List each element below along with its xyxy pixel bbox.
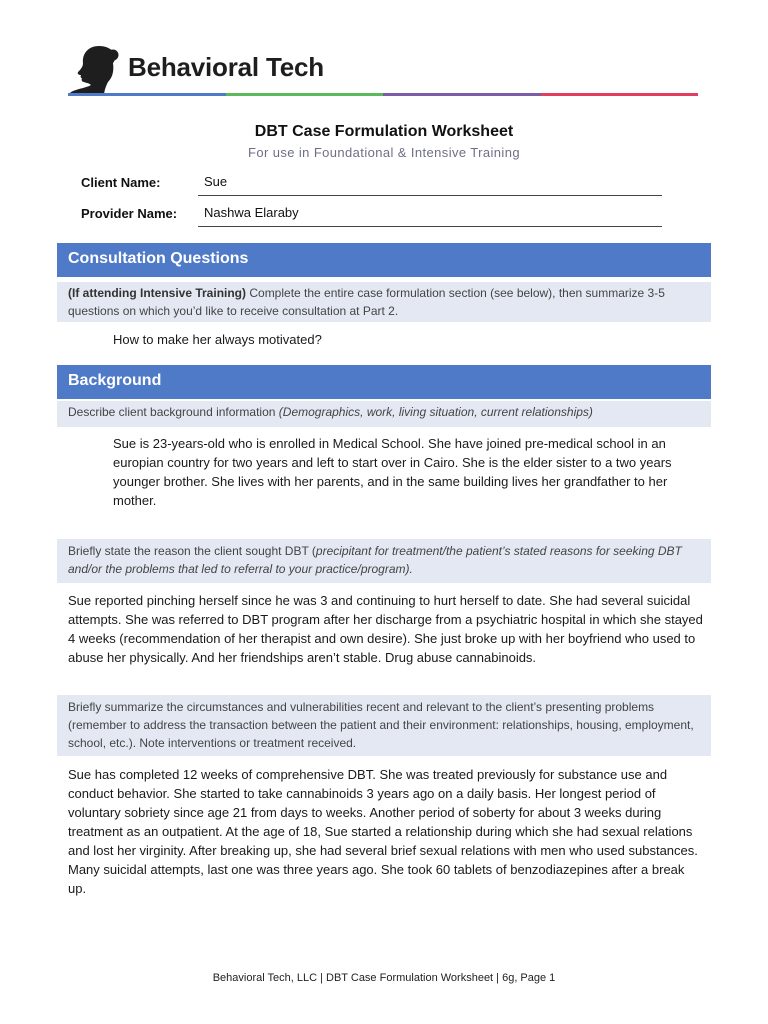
brand-name: Behavioral Tech	[128, 52, 324, 82]
consultation-section-heading: Consultation Questions	[57, 243, 711, 277]
background-prompt-1	[57, 401, 711, 427]
consultation-answer[interactable]: How to make her always motivated?	[113, 332, 322, 347]
client-name-label: Client Name:	[81, 175, 161, 190]
background-answer-2[interactable]: Sue reported pinching herself since he was 3 and continuing to hurt herself to date. She had several suicidal attempts. She was referred to DBT program after her discharge from a psychiatric hospital in which she stayed 4 weeks (recommendation of her therapist and own desire). She just broke up with her boyfriend who used to abuse her physically. And her friendships aren’t stable. Drug abuse cannabinoids.	[68, 593, 703, 665]
background-prompt-2-italic: precipitant for treatment/the patient’s stated reasons for seeking DBT and/or the problems that led to referral to your practice/program).	[68, 544, 682, 576]
rule-segment-blue	[68, 93, 226, 96]
background-prompt-2-text: Briefly state the reason the client sought DBT (	[68, 544, 316, 558]
behavioral-tech-logo-icon	[66, 44, 126, 96]
page-subtitle: For use in Foundational & Intensive Training	[248, 145, 520, 160]
background-answer-3[interactable]: Sue has completed 12 weeks of comprehensive DBT. She was treated previously for substance use and conduct behavior. She started to take cannabinoids 3 years ago on a daily basis. Her longest period of voluntary sobriety since age 21 from days to weeks. Another period of soberty for about 3 weeks during treatment as an outpatient. At the age of 18, Sue started a relationship during which she had sexual relations and lost her virginity. After breaking up, she had several brief sexual relations with men who used substances. Many suicidal attempts, last one was three years ago. She took 60 tablets of benzodiazepines after a break up.	[68, 767, 698, 896]
page-title: DBT Case Formulation Worksheet	[254, 123, 514, 140]
background-prompt-1-italic: (Demographics, work, living situation, current relationships)	[278, 405, 593, 419]
header-color-rule	[68, 93, 698, 96]
background-prompt-1-text: Describe client background information	[68, 405, 279, 419]
consultation-prompt-text: Complete the entire case formulation section (see below), then summarize 3-5 questions on which you’d like to receive consultation at Part 2.	[68, 286, 665, 318]
background-prompt-2	[57, 539, 711, 583]
background-answer-1[interactable]: Sue is 23-years-old who is enrolled in Medical School. She have joined pre-medical school in an europian country for two years and left to start over in Cairo. She is the elder sister to a two years younger brother. She lives with her parents, and in the same building lives her grandfather to her mother.	[113, 436, 672, 508]
provider-name-label: Provider Name:	[81, 206, 178, 221]
consultation-prompt-bold: (If attending Intensive Training)	[68, 286, 247, 300]
background-prompt-3: Briefly summarize the circumstances and vulnerabilities recent and relevant to the client’s presenting problems (remember to address the transaction between the patient and their environment: relationships, housing, employment, school, etc.). Note interventions or treatment received.	[57, 695, 711, 756]
rule-segment-green	[226, 93, 384, 96]
client-name-field[interactable]: Sue	[198, 174, 662, 196]
background-section-heading: Background	[57, 365, 711, 399]
rule-segment-red	[541, 93, 699, 96]
rule-segment-purple	[383, 93, 541, 96]
page-footer: Behavioral Tech, LLC | DBT Case Formulation Worksheet | 6g, Page 1	[212, 972, 556, 984]
consultation-prompt	[57, 282, 711, 322]
provider-name-field[interactable]: Nashwa Elaraby	[198, 205, 662, 227]
